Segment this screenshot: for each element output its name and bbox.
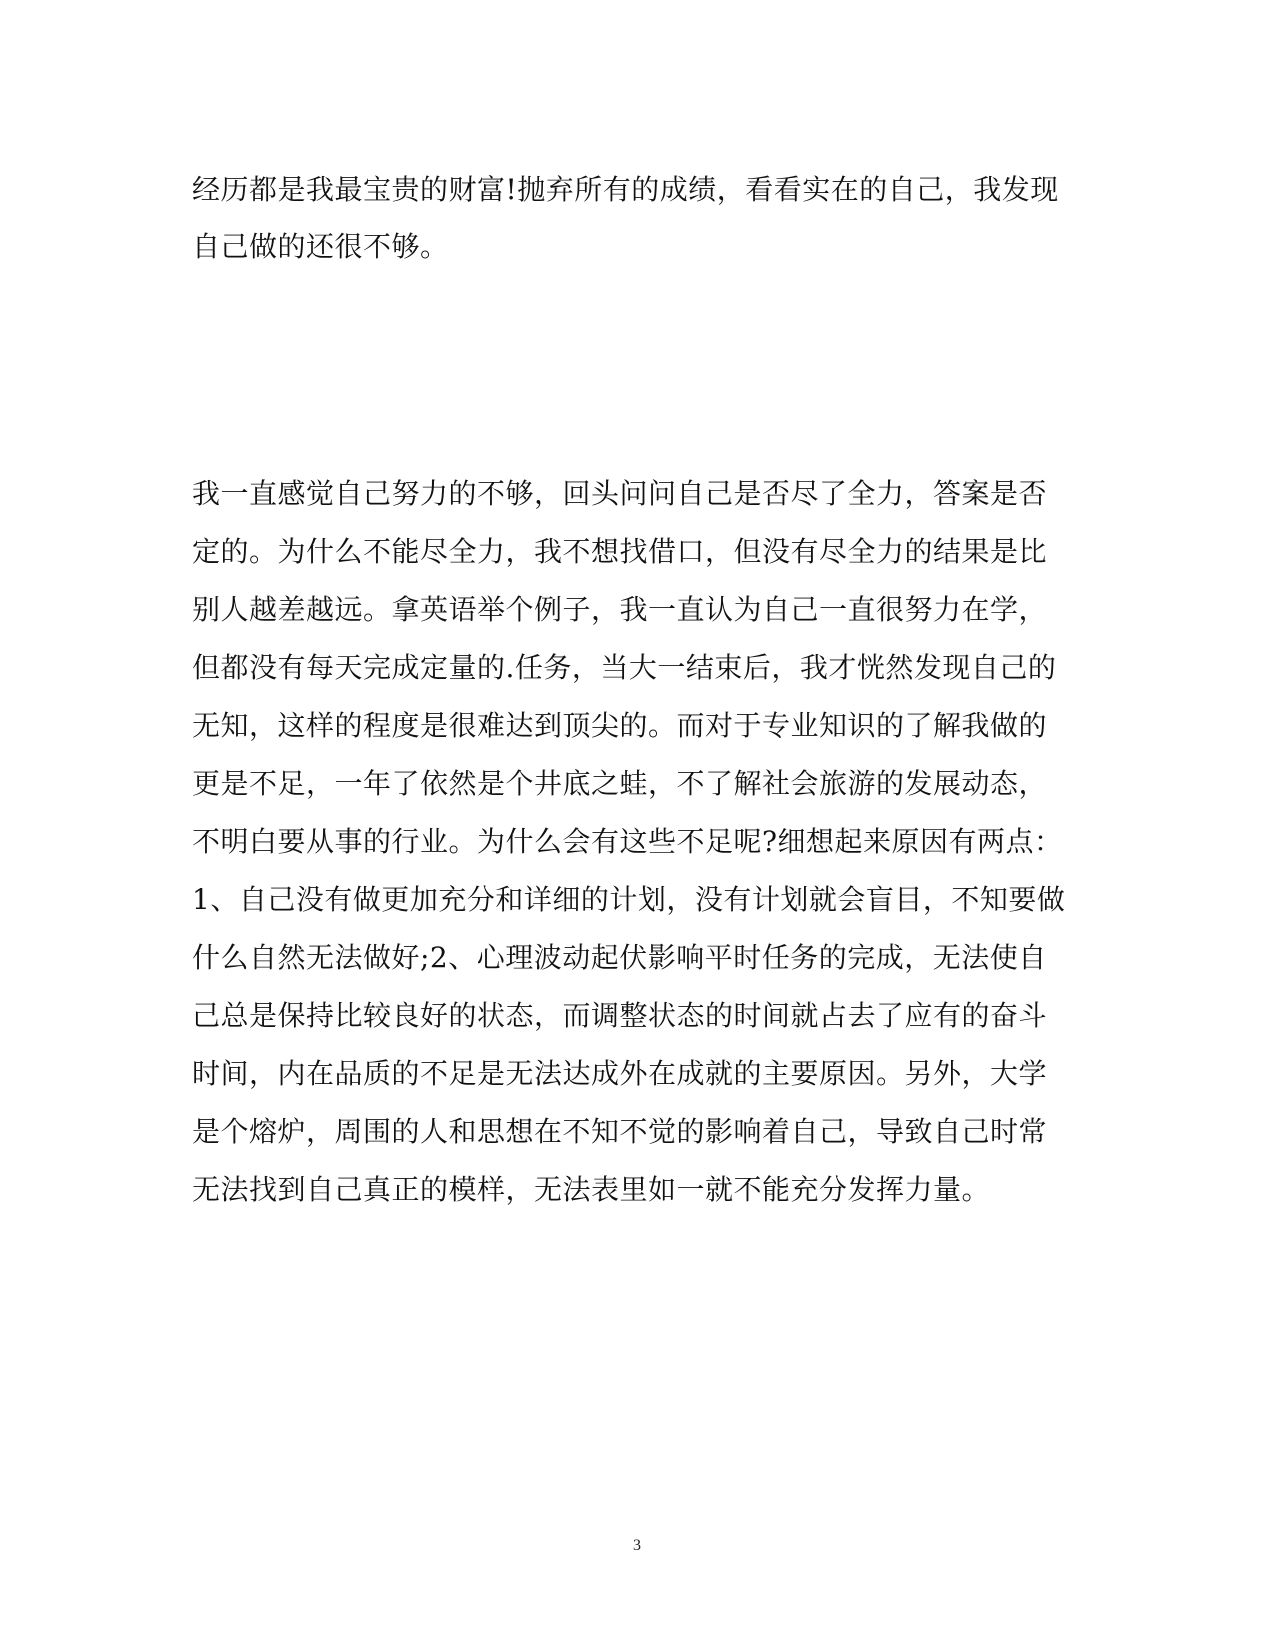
paragraph-2-line-7: 不明白要从事的行业。为什么会有这些不足呢?细想起来原因有两点：: [192, 825, 1063, 858]
paragraph-2-line-5: 无知，这样的程度是很难达到顶尖的。而对于专业知识的了解我做的: [192, 709, 1048, 742]
paragraph-2-line-9: 什么自然无法做好;2、心理波动起伏影响平时任务的完成，无法使自: [192, 941, 1047, 974]
paragraph-2-line-6: 更是不足，一年了依然是个井底之蛙，不了解社会旅游的发展动态，: [192, 767, 1048, 800]
paragraph-2-line-12: 是个熔炉，周围的人和思想在不知不觉的影响着自己，导致自己时常: [192, 1115, 1048, 1148]
paragraph-1-line-1: 经历都是我最宝贵的财富!抛弃所有的成绩，看看实在的自己，我发现: [192, 173, 1059, 206]
paragraph-2-line-8: 1、自己没有做更加充分和详细的计划，没有计划就会盲目，不知要做: [192, 883, 1066, 916]
paragraph-2-line-1: 我一直感觉自己努力的不够，回头问问自己是否尽了全力，答案是否: [192, 477, 1048, 510]
paragraph-2-line-10: 己总是保持比较良好的状态，而调整状态的时间就占去了应有的奋斗: [192, 999, 1048, 1032]
page-number: 3: [633, 1537, 641, 1554]
paragraph-2-line-11: 时间，内在品质的不足是无法达成外在成就的主要原因。另外，大学: [192, 1057, 1048, 1090]
paragraph-2-line-13: 无法找到自己真正的模样，无法表里如一就不能充分发挥力量。: [192, 1173, 991, 1206]
paragraph-1-line-2: 自己做的还很不够。: [192, 230, 449, 263]
paragraph-2-line-4: 但都没有每天完成定量的.任务，当大一结束后，我才恍然发现自己的: [192, 651, 1057, 684]
paragraph-2-line-3: 别人越差越远。拿英语举个例子，我一直认为自己一直很努力在学，: [192, 593, 1048, 626]
paragraph-2-line-2: 定的。为什么不能尽全力，我不想找借口，但没有尽全力的结果是比: [192, 535, 1048, 568]
